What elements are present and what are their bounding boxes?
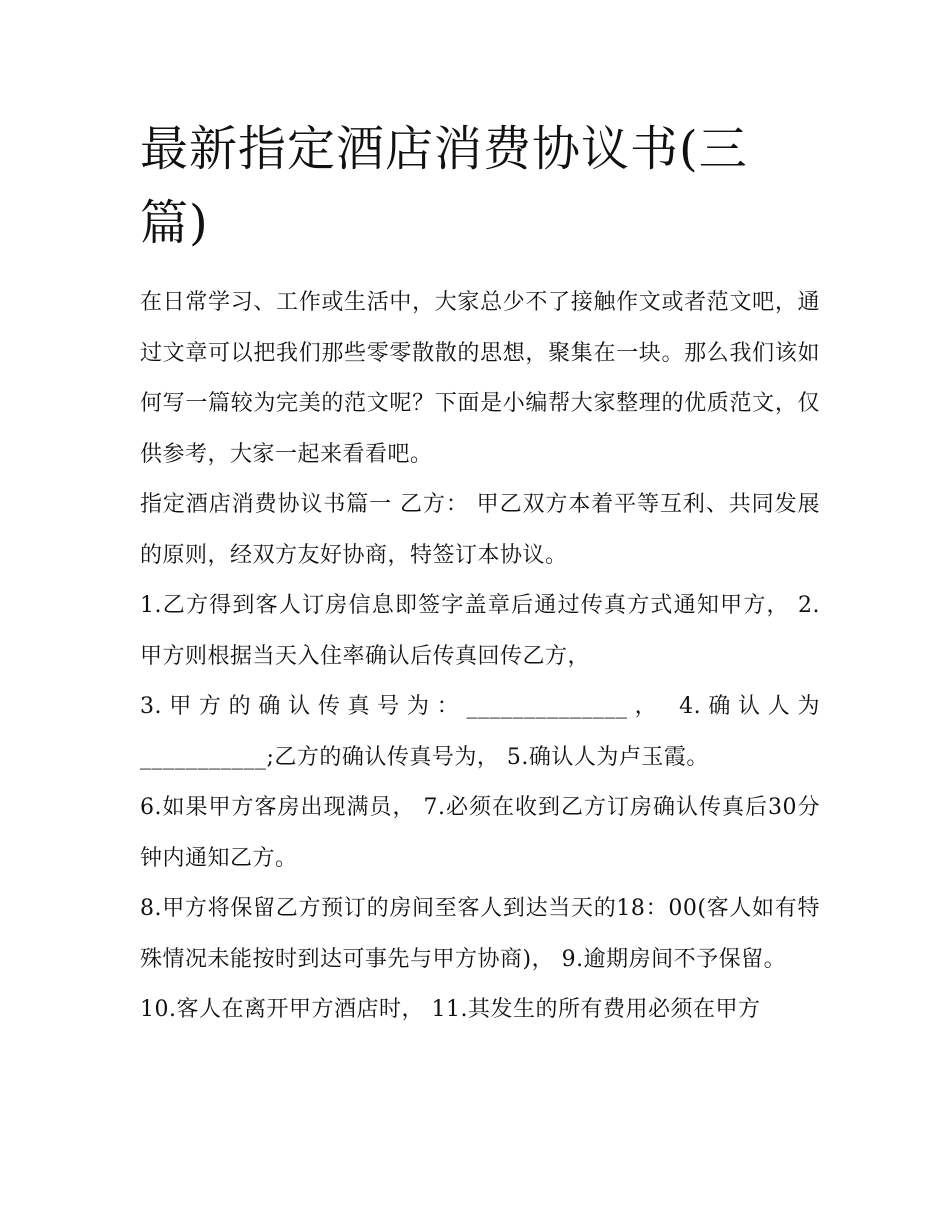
paragraph-clause-6-7: 6.如果甲方客房出现满员， 7.必须在收到乙方订房确认传真后30分钟内通知乙方。 (140, 795, 820, 871)
paragraph-clause-1-2: 1.乙方得到客人订房信息即签字盖章后通过传真方式通知甲方， 2.甲方则根据当天入住率确认后传真回传乙方， (140, 593, 820, 669)
paragraph-clause-8-9: 8.甲方将保留乙方预订的房间至客人到达当天的18：00(客人如有特殊情况未能按时到达可事先与甲方协商)， 9.逾期房间不予保留。 (140, 896, 820, 972)
paragraph-agreement-intro: 指定酒店消费协议书篇一 乙方： 甲乙双方本着平等互利、共同发展的原则，经双方友好协商，特签订本协议。 (140, 492, 820, 568)
paragraph-intro: 在日常学习、工作或生活中，大家总少不了接触作文或者范文吧，通过文章可以把我们那些零零散散的思想，聚集在一块。那么我们该如何写一篇较为完美的范文呢？下面是小编帮大家整理的优质范文，仅供参考，大家一起来看看吧。 (140, 290, 820, 467)
paragraph-clause-3-5: 3.甲方的确认传真号为：______________， 4.确认人为___________;乙方的确认传真号为， 5.确认人为卢玉霞。 (140, 694, 820, 770)
document-title: 最新指定酒店消费协议书(三篇) (140, 121, 748, 251)
document-page (140, 112, 820, 1036)
paragraph-clause-10-11: 10.客人在离开甲方酒店时， 11.其发生的所有费用必须在甲方 (140, 997, 761, 1022)
